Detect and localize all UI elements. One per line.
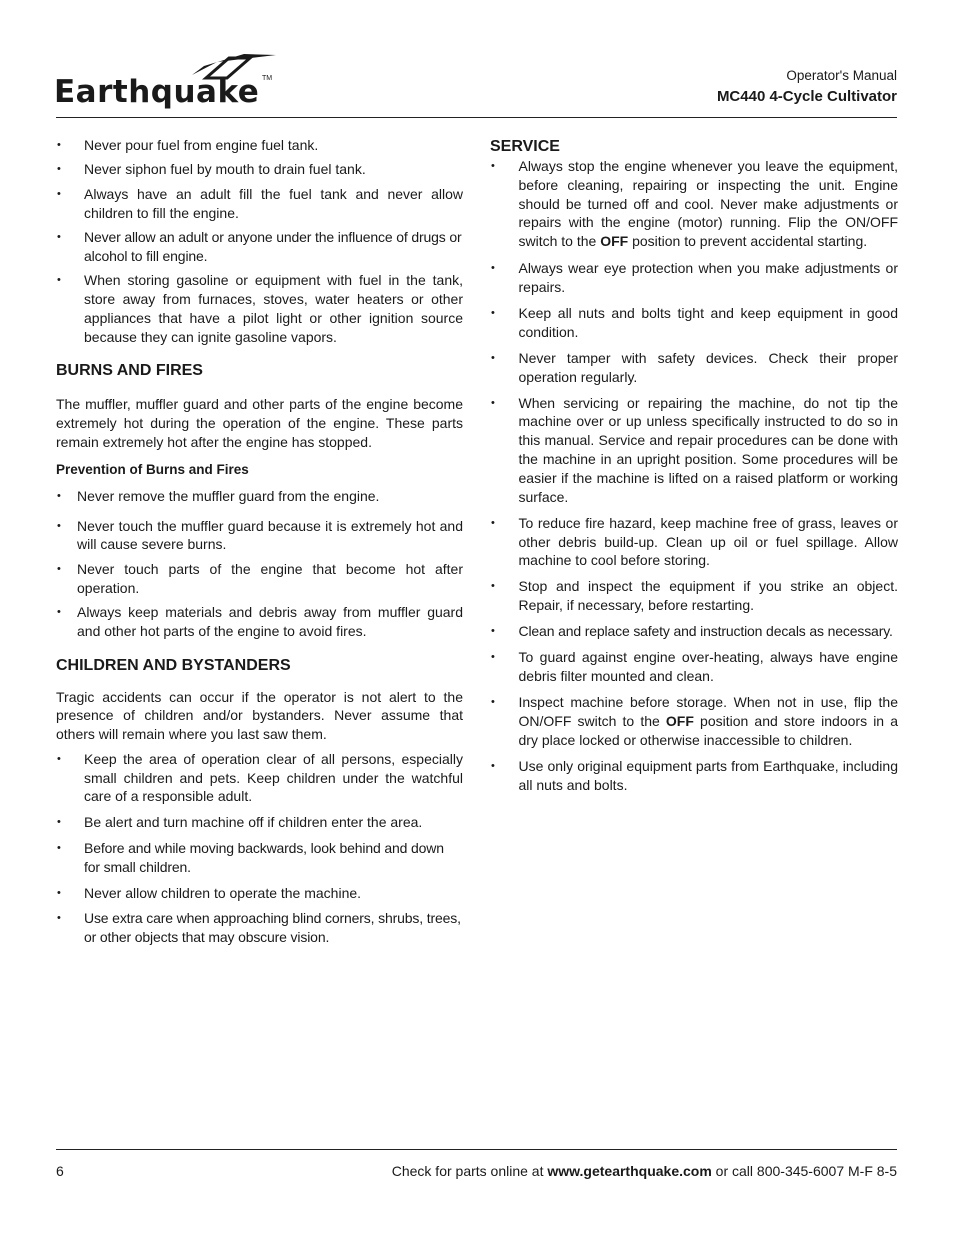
list-item: • Always keep materials and debris away from muffler guard and other hot parts of the engine to avoid fires. — [56, 603, 463, 641]
fuel-safety-list — [56, 136, 463, 346]
subheading-prevention: Prevention of Burns and Fires — [56, 461, 249, 477]
footer-divider — [56, 1149, 897, 1150]
logo-trademark: TM — [262, 75, 273, 82]
footer-contact — [392, 1163, 897, 1179]
list-item-text: Always stop the engine whenever you leave the equipment, before cleaning, repairing or inspecting the unit. Engine should be turned off and cool. Never make adjustments or repairs with the engine (motor) running. Flip the ON/OFF switch to the — [518, 158, 898, 250]
list-item: • Use only original equipment parts from Earthquake, including all nuts and bolts. — [490, 757, 898, 795]
document-title: MC440 4-Cycle Cultivator — [716, 88, 897, 105]
footer-text: or call 800-345-6007 M-F 8-5 — [711, 1163, 897, 1179]
document-subtitle: Operator's Manual — [786, 68, 897, 83]
list-item: • Keep all nuts and bolts tight and keep equipment in good condition. — [490, 304, 898, 342]
section-heading-service: SERVICE — [490, 138, 560, 155]
list-item: • To reduce fire hazard, keep machine free of grass, leaves or other debris build-up. Clean up oil or fuel spillage. Allow machine to cool before storing. — [490, 514, 898, 570]
list-item: • Never touch the muffler guard because it is extremely hot and will cause severe burns. — [56, 517, 463, 555]
section-heading-burns: BURNS AND FIRES — [56, 362, 203, 380]
list-item: • Always wear eye protection when you make adjustments or repairs. — [490, 259, 898, 297]
off-label: OFF — [600, 233, 629, 250]
page-number: 6 — [56, 1163, 64, 1179]
off-label: OFF — [665, 713, 694, 730]
footer-text: Check for parts online at — [391, 1163, 548, 1179]
service-list — [490, 157, 898, 795]
website-link[interactable]: www.getearthquake.com — [547, 1163, 712, 1179]
list-item-text: Inspect machine before storage. When not in use, flip the ON/OFF switch to the — [518, 694, 898, 730]
list-item: • To guard against engine over-heating, always have engine debris filter mounted and clean. — [490, 648, 898, 686]
right-column — [490, 137, 898, 802]
children-list — [56, 750, 463, 947]
list-item: • Be alert and turn machine off if children enter the area. — [56, 813, 463, 832]
list-item: • Never pour fuel from engine fuel tank. — [56, 136, 463, 155]
list-item: • Clean and replace safety and instruction decals as necessary. — [490, 622, 898, 641]
list-item — [490, 693, 898, 749]
list-item: • Stop and inspect the equipment if you strike an object. Repair, if necessary, before restarting. — [490, 577, 898, 615]
burns-list — [56, 487, 463, 641]
list-item: • Never remove the muffler guard from the engine. — [56, 487, 463, 506]
burns-paragraph: The muffler, muffler guard and other parts of the engine become extremely hot during the operation of the engine. These parts remain extremely hot after the engine has stopped. — [56, 396, 463, 450]
list-item-text: position to prevent accidental starting. — [628, 233, 868, 250]
brand-logo — [54, 52, 276, 114]
list-item: • Never siphon fuel by mouth to drain fuel tank. — [56, 160, 463, 179]
left-column — [56, 136, 463, 953]
list-item-text: position and store indoors in a dry place locked or otherwise inaccessible to children. — [518, 713, 898, 748]
section-heading-children: CHILDREN AND BYSTANDERS — [56, 656, 291, 674]
list-item: • When storing gasoline or equipment with fuel in the tank, store away from furnaces, stoves, water heaters or other appliances that have a pilot light or other ignition source because they can ignite gasoline vapors. — [56, 271, 463, 346]
list-item: • Always have an adult fill the fuel tank and never allow children to fill the engine. — [56, 185, 463, 223]
list-item: • Before and while moving backwards, look behind and down for small children. — [56, 839, 463, 877]
logo-wordmark: Earthquake — [54, 74, 260, 110]
children-paragraph: Tragic accidents can occur if the operator is not alert to the presence of children and/or bystanders. Never assume that others will remain where you last saw them. — [56, 688, 463, 743]
list-item — [490, 157, 898, 251]
list-item: • Never tamper with safety devices. Check their proper operation regularly. — [490, 349, 898, 387]
list-item: • Never allow an adult or anyone under the influence of drugs or alcohol to fill engine. — [56, 228, 463, 266]
document-header — [717, 66, 897, 108]
list-item: • Keep the area of operation clear of all persons, especially small children and pets. Keep children under the watchful care of a responsible adult. — [56, 750, 463, 806]
list-item: • When servicing or repairing the machine, do not tip the machine over or up unless specifically instructed to do so in this manual. Service and repair procedures can be done with the machine in an upright position. Some procedures will be easier if the machine is lifted on a raised platform or working surface. — [490, 394, 898, 507]
list-item: • Never allow children to operate the machine. — [56, 884, 463, 903]
list-item: • Never touch parts of the engine that become hot after operation. — [56, 560, 463, 598]
header-divider — [56, 117, 897, 118]
list-item: • Use extra care when approaching blind corners, shrubs, trees, or other objects that may obscure vision. — [56, 909, 463, 947]
